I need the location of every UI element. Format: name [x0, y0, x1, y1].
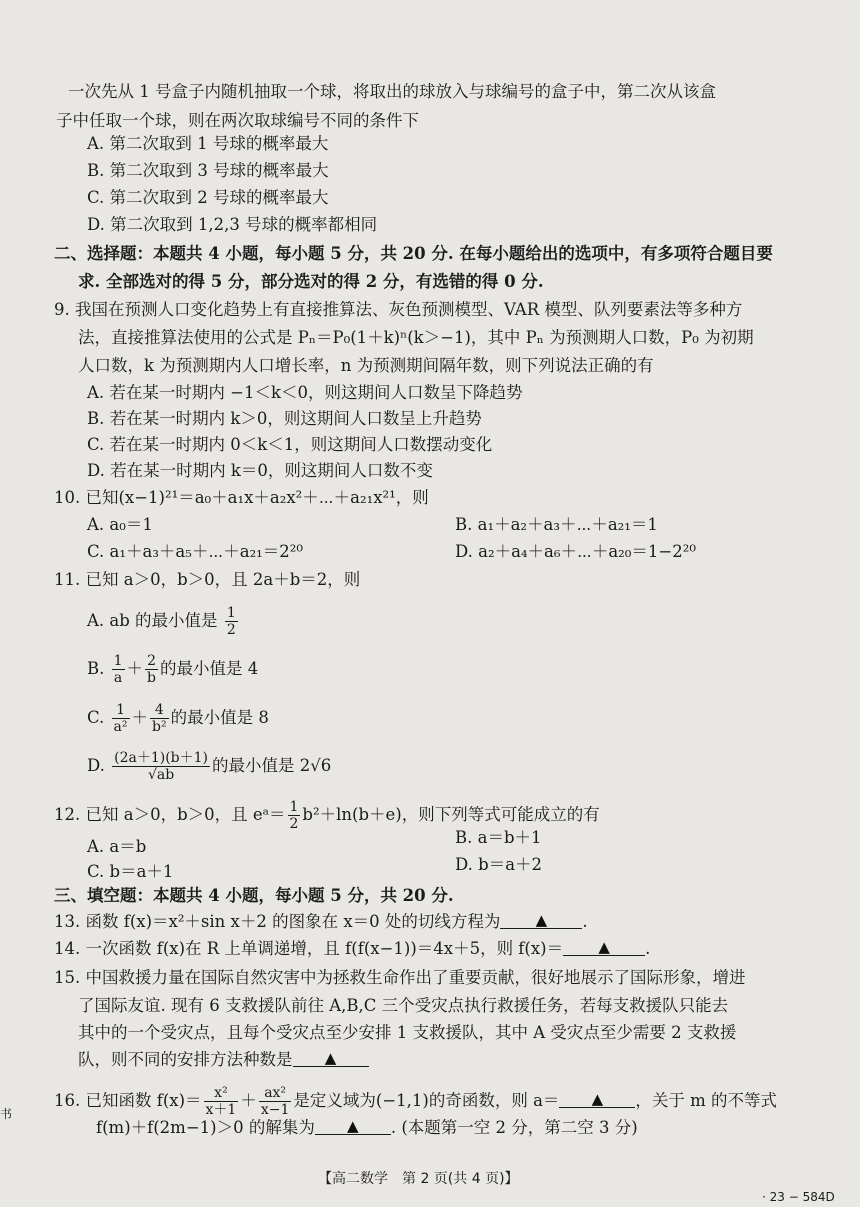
q12-option-b: B. a＝b＋1 [455, 828, 542, 847]
q16-line2-end: . (本题第一空 2 分，第二空 3 分) [390, 1118, 638, 1137]
q11-d-num: (2a＋1)(b＋1) [114, 750, 209, 766]
q9-option-b: B. 若在某一时期内 k＞0，则这期间人口数呈上升趋势 [87, 409, 482, 428]
q15-line3: 其中的一个受灾点，且每个受灾点至少安排 1 支救援队，其中 A 受灾点至少需要 2 支救援 [78, 1023, 737, 1042]
q10-stem: 10. 已知(x−1)²¹＝a₀＋a₁x＋a₂x²＋⋯＋a₂₁x²¹，则 [54, 488, 429, 507]
q8-line2: 子中任取一个球，则在两次取球编号不同的条件下 [56, 111, 419, 130]
q16-frac1-num: x² [204, 1086, 239, 1102]
q11-b-text: 的最小值是 4 [160, 659, 259, 678]
triangle-icon: ▲ [535, 911, 548, 929]
triangle-icon: ▲ [347, 1117, 359, 1135]
q11-d-fraction [112, 751, 210, 782]
q12-stem-fraction [288, 800, 301, 831]
q11-c-frac2-den: b² [152, 719, 167, 735]
q12-option-d: D. b＝a＋2 [455, 855, 543, 874]
q16-answer-blank-b [315, 1117, 391, 1135]
triangle-icon: ▲ [324, 1049, 337, 1067]
q14-text: 14. 一次函数 f(x)在 R 上单调递增，且 f(f(x−1))＝4x＋5，则 f(x)＝ [54, 939, 564, 958]
margin-mark: 书 [0, 1107, 13, 1121]
q11-stem: 11. 已知 a＞0，b＞0，且 2a＋b＝2，则 [54, 570, 361, 589]
q9-line2: 法，直接推算法使用的公式是 Pₙ＝P₀(1＋k)ⁿ(k＞−1)，其中 Pₙ 为预测期人口数，P₀ 为初期 [78, 328, 754, 347]
q9-line3: 人口数，k 为预测期内人口增长率，n 为预测期间隔年数，则下列说法正确的有 [78, 356, 654, 375]
q16-plus: ＋ [240, 1091, 257, 1110]
q12-stem-post: b²＋ln(b＋e)，则下列等式可能成立的有 [302, 805, 600, 824]
q9-line1: 9. 我国在预测人口变化趋势上有直接推算法、灰色预测模型、VAR 模型、队列要素法等多种方 [54, 300, 743, 319]
q11-a-text: A. ab 的最小值是 [87, 611, 218, 630]
q11-b-frac2-den: b [147, 670, 157, 686]
q8-option-a: A. 第二次取到 1 号球的概率最大 [87, 134, 329, 153]
q11-option-b [87, 654, 258, 685]
q11-a-num: 1 [226, 605, 236, 621]
q11-c-label: C. [87, 708, 105, 727]
q12-stem [54, 800, 600, 831]
section2-heading-line1: 二、选择题：本题共 4 小题，每小题 5 分，共 20 分. 在每小题给出的选项中，有多项符合题目要 [54, 244, 773, 263]
q16-frac1-den: x＋1 [205, 1102, 237, 1118]
q12-stem-num: 1 [289, 799, 299, 815]
q15-line4-text: 队，则不同的安排方法种数是 [78, 1050, 293, 1069]
q13 [54, 911, 588, 931]
q12-option-c: C. b＝a＋1 [87, 862, 174, 881]
q14-answer-blank [563, 938, 645, 956]
q11-option-c [87, 703, 269, 734]
page-footer: 【高二数学 第 2 页(共 4 页)】 [318, 1171, 519, 1187]
q16-line2 [96, 1117, 638, 1137]
q11-b-frac1-den: a [113, 670, 123, 686]
q16-frac2-den: x−1 [260, 1102, 290, 1118]
q13-answer-blank [500, 911, 582, 929]
q16-line1 [54, 1086, 777, 1117]
triangle-icon: ▲ [598, 938, 610, 956]
q11-option-a [87, 606, 240, 637]
q11-b-frac2 [145, 654, 158, 685]
q16-post1: ，关于 m 的不等式 [635, 1091, 778, 1110]
q15-line1: 15. 中国救援力量在国际自然灾害中为拯救生命作出了重要贡献，很好地展示了国际形象，增进 [54, 968, 746, 987]
q8-line1: 一次先从 1 号盒子内随机抽取一个球，将取出的球放入与球编号的盒子中，第二次从该盒 [68, 82, 716, 101]
q10-option-a: A. a₀＝1 [87, 515, 153, 534]
q15-line4 [78, 1049, 369, 1069]
q11-option-d [87, 751, 331, 782]
q12-stem-pre: 12. 已知 a＞0，b＞0，且 eᵃ＝ [54, 805, 286, 824]
q11-d-text: 的最小值是 2√6 [212, 756, 332, 775]
q11-b-frac1-num: 1 [113, 653, 123, 669]
q10-option-b: B. a₁＋a₂＋a₃＋⋯＋a₂₁＝1 [455, 515, 658, 534]
q14 [54, 938, 651, 958]
q11-c-frac1 [112, 703, 130, 734]
q16-frac1 [204, 1086, 239, 1117]
section3-heading: 三、填空题：本题共 4 小题，每小题 5 分，共 20 分. [54, 886, 454, 905]
q16-answer-blank-a [559, 1090, 635, 1108]
q11-b-label: B. [87, 659, 105, 678]
q11-b-frac2-num: 2 [145, 654, 158, 670]
q10-option-c: C. a₁＋a₃＋a₅＋⋯＋a₂₁＝2²⁰ [87, 542, 304, 561]
q11-c-plus: ＋ [131, 708, 149, 727]
q11-a-den: 2 [226, 622, 236, 638]
q11-d-den: √ab [147, 767, 175, 783]
q16-frac2 [259, 1086, 292, 1117]
q11-c-text: 的最小值是 8 [170, 708, 269, 727]
q11-c-frac2-num: 4 [150, 703, 169, 719]
q11-c-frac1-num: 1 [112, 703, 130, 719]
q8-option-c: C. 第二次取到 2 号球的概率最大 [87, 188, 329, 207]
q12-option-a: A. a＝b [87, 837, 147, 856]
q11-c-frac1-den: a² [113, 719, 128, 735]
q11-c-frac2 [150, 703, 169, 734]
q8-option-b: B. 第二次取到 3 号球的概率最大 [87, 161, 329, 180]
q16-mid: 是定义域为(−1,1)的奇函数，则 a＝ [293, 1091, 560, 1110]
q13-end: . [582, 912, 588, 931]
triangle-icon: ▲ [591, 1090, 604, 1108]
q16-line2-text: f(m)＋f(2m−1)＞0 的解集为 [96, 1118, 315, 1137]
q11-d-label: D. [87, 756, 105, 775]
q8-option-d: D. 第二次取到 1,2,3 号球的概率都相同 [87, 215, 378, 234]
q11-a-fraction [225, 606, 238, 637]
section2-heading-line2: 求. 全部选对的得 5 分，部分选对的得 2 分，有选错的得 0 分. [78, 272, 544, 291]
q11-b-frac1 [112, 654, 125, 685]
q16-pre: 16. 已知函数 f(x)＝ [54, 1091, 202, 1110]
page-code: · 23 − 584D [762, 1190, 835, 1204]
q14-end: . [645, 939, 651, 958]
q9-option-a: A. 若在某一时期内 −1＜k＜0，则这期间人口数呈下降趋势 [87, 383, 523, 402]
q9-option-c: C. 若在某一时期内 0＜k＜1，则这期间人口数摆动变化 [87, 435, 493, 454]
q12-stem-den: 2 [289, 816, 299, 832]
q16-frac2-num: ax² [259, 1086, 292, 1102]
q11-b-plus: ＋ [126, 659, 144, 678]
q15-answer-blank [293, 1049, 369, 1067]
q13-text: 13. 函数 f(x)＝x²＋sin x＋2 的图象在 x＝0 处的切线方程为 [54, 912, 501, 931]
q9-option-d: D. 若在某一时期内 k＝0，则这期间人口数不变 [87, 461, 433, 480]
q10-option-d: D. a₂＋a₄＋a₆＋⋯＋a₂₀＝1−2²⁰ [455, 542, 696, 561]
q15-line2: 了国际友谊. 现有 6 支救援队前往 A,B,C 三个受灾点执行救援任务，若每支救援队只能去 [78, 996, 729, 1015]
